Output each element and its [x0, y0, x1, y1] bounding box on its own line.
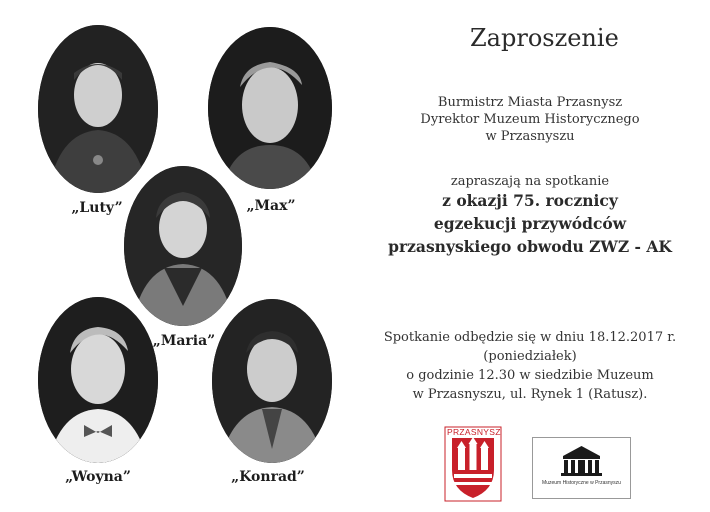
- portrait-name-woyna: „Woyna”: [65, 469, 131, 485]
- occasion-line-2: egzekucji przywódców: [433, 214, 627, 233]
- details-line-3: o godzinie 12.30 w siedzibie Muzeum: [406, 368, 654, 383]
- occasion-line-1: z okazji 75. rocznicy: [442, 191, 618, 210]
- hosts-block: [375, 94, 685, 145]
- przasnysz-crest-logo: [444, 426, 502, 502]
- portrait-max: [208, 27, 332, 189]
- portrait-photo: [124, 166, 242, 326]
- museum-logo: [532, 437, 631, 499]
- portrait-konrad: [212, 299, 332, 463]
- host-line-3: w Przasnyszu: [485, 129, 575, 144]
- portrait-woyna: [38, 297, 158, 463]
- details-line-1: Spotkanie odbędzie się w dniu 18.12.2017 r.: [383, 330, 677, 345]
- crest-label: PRZASNYSZ: [447, 427, 501, 437]
- portrait-photo: [208, 27, 332, 189]
- details-block: [375, 328, 685, 404]
- portrait-photo: [38, 25, 158, 193]
- portrait-luty: [38, 25, 158, 193]
- occasion-block: [375, 189, 685, 258]
- invitation-title: Zaproszenie: [470, 24, 619, 52]
- portrait-photo: [212, 299, 332, 463]
- museum-building-icon: [533, 438, 630, 480]
- portrait-name-maria: „Maria”: [152, 333, 216, 349]
- portrait-maria: [124, 166, 242, 326]
- details-line-2: (poniedziałek): [483, 349, 577, 364]
- portrait-name-max: „Max”: [246, 198, 296, 214]
- museum-caption: Muzeum Historyczne w Przasnyszu: [542, 480, 621, 486]
- host-line-2: Dyrektor Muzeum Historycznego: [420, 112, 640, 127]
- portrait-name-luty: „Luty”: [71, 200, 123, 216]
- invite-line: zapraszają na spotkanie: [450, 174, 610, 189]
- details-line-4: w Przasnyszu, ul. Rynek 1 (Ratusz).: [412, 387, 648, 402]
- portrait-name-konrad: „Konrad”: [231, 469, 305, 485]
- portrait-photo: [38, 297, 158, 463]
- occasion-line-3: przasnyskiego obwodu ZWZ - AK: [388, 237, 672, 256]
- host-line-1: Burmistrz Miasta Przasnysz: [437, 95, 623, 110]
